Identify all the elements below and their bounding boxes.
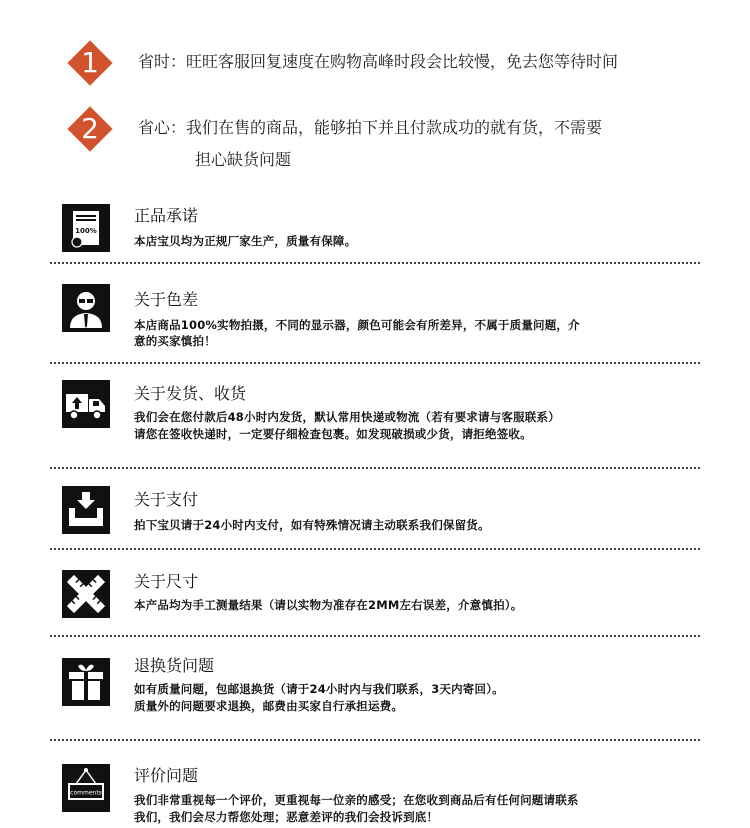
delivery-truck-icon [62,380,110,428]
section-shipping [0,378,750,458]
top-item-2 [0,106,750,176]
top-item-text-cont: 担心缺货问题 [195,150,292,169]
section-text: 我们非常重视每一个评价，更重视每一位亲的感受；在您收到商品后有任何问题请联系 [134,793,579,807]
divider [50,635,700,637]
section-title: 关于色差 [134,290,199,309]
section-title: 评价问题 [134,766,199,785]
section-title: 退换货问题 [134,656,215,675]
ruler-cross-icon [62,570,110,618]
diamond-number: 1 [81,46,99,79]
section-text: 拍下宝贝请于24小时内支付，如有特殊情况请主动联系我们保留货。 [134,518,490,532]
section-text: 我们会在您付款后48小时内发货，默认常用快递或物流（若有要求请与客服联系） [134,410,560,424]
diamond-number: 2 [81,112,99,145]
certificate-icon [62,204,110,252]
section-title: 关于尺寸 [134,572,199,591]
section-text: 本店宝贝均为正规厂家生产，质量有保障。 [134,234,357,248]
section-text: 请您在签收快递时，一定要仔细检查包裹。如发现破损或少货，请拒绝签收。 [134,427,532,441]
section-text: 本店商品100%实物拍摄，不同的显示器，颜色可能会有所差异，不属于质量问题，介 [134,318,580,332]
section-color [0,284,750,354]
divider [50,362,700,364]
top-item-text: 省心：我们在售的商品，能够拍下并且付款成功的就有货，不需要 [138,118,603,137]
payment-tray-icon [62,486,110,534]
section-text: 意的买家慎拍！ [134,334,216,348]
section-text: 本产品均为手工测量结果（请以实物为准存在2MM左右误差，介意慎拍）。 [134,598,523,612]
section-text: 质量外的问题要求退换，邮费由买家自行承担运费。 [134,699,404,713]
section-text: 我们，我们会尽力帮您处理；恶意差评的我们会投诉到底！ [134,810,439,824]
section-text: 如有质量问题，包邮退换货（请于24小时内与我们联系，3天内寄回）。 [134,682,504,696]
top-item-1 [0,40,750,90]
divider [50,548,700,550]
comment-sign-icon [62,764,110,812]
section-returns [0,652,750,732]
section-size [0,566,750,626]
svg-text:comments: comments [70,789,102,797]
top-item-text: 省时：旺旺客服回复速度在购物高峰时段会比较慢，免去您等待时间 [138,52,619,71]
divider [50,739,700,741]
section-title: 正品承诺 [134,206,199,225]
svg-text:100%: 100% [75,227,97,235]
divider [50,467,700,469]
section-genuine [0,200,750,270]
person-avatar-icon [62,284,110,332]
section-reviews [0,760,750,828]
gift-box-icon [62,658,110,706]
section-title: 关于支付 [134,490,199,509]
divider [50,262,700,264]
section-title: 关于发货、收货 [134,384,247,403]
section-payment [0,484,750,544]
